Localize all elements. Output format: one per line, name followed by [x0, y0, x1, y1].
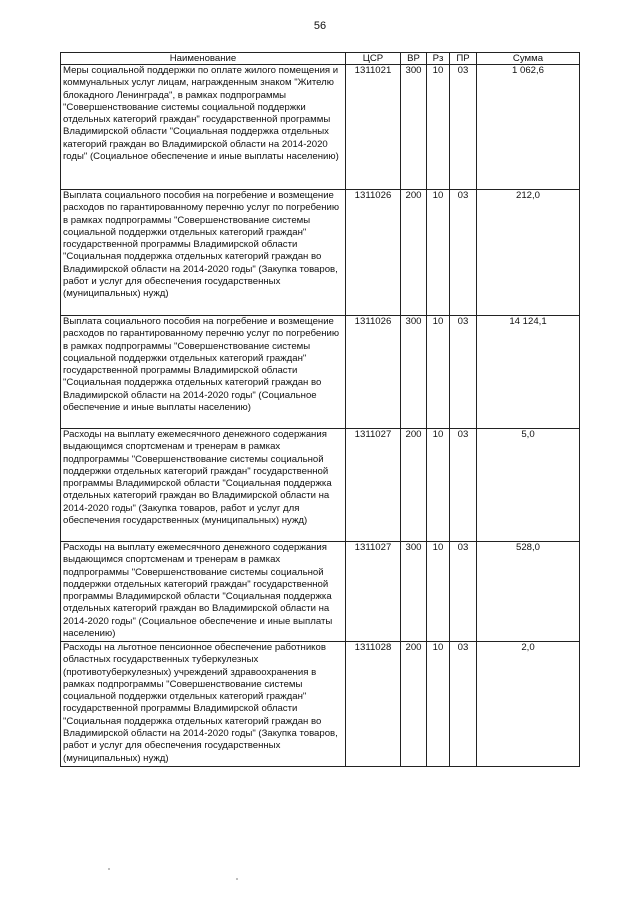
header-sum: Сумма: [477, 53, 580, 65]
row-pr: 03: [450, 642, 477, 767]
scan-speck: [236, 878, 238, 880]
row-rz: 10: [427, 429, 450, 542]
table-row: [61, 190, 580, 316]
row-rz: 10: [427, 316, 450, 429]
row-vr: 200: [401, 190, 427, 316]
row-sum: 1 062,6: [477, 65, 580, 190]
table-row: [61, 642, 580, 767]
table-row: [61, 542, 580, 642]
row-vr: 300: [401, 65, 427, 190]
row-pr: 03: [450, 65, 477, 190]
row-vr: 200: [401, 642, 427, 767]
row-pr: 03: [450, 542, 477, 642]
row-sum: 2,0: [477, 642, 580, 767]
page-number: 56: [313, 20, 327, 32]
row-pr: 03: [450, 316, 477, 429]
row-csr: 1311026: [346, 190, 401, 316]
row-vr: 200: [401, 429, 427, 542]
table-row: [61, 65, 580, 190]
row-rz: 10: [427, 65, 450, 190]
row-csr: 1311027: [346, 429, 401, 542]
row-name: Выплата социального пособия на погребение и возмещение расходов по гарантированному перечню услуг по погребению в рамках подпрограммы "Совершенствование системы социальной поддержки отдельных категорий граждан" государственной программы Владимирской области "Социальная поддержка отдельных категорий граждан во Владимирской области на 2014-2020 годы" (Закупка товаров, работ и услуг для обеспечения государственных (муниципальных) нужд): [61, 190, 346, 316]
table-row: [61, 429, 580, 542]
row-csr: 1311026: [346, 316, 401, 429]
header-rz: Рз: [427, 53, 450, 65]
row-sum: 212,0: [477, 190, 580, 316]
row-vr: 300: [401, 316, 427, 429]
row-pr: 03: [450, 429, 477, 542]
row-rz: 10: [427, 190, 450, 316]
header-pr: ПР: [450, 53, 477, 65]
table-row: [61, 316, 580, 429]
row-sum: 5,0: [477, 429, 580, 542]
row-sum: 528,0: [477, 542, 580, 642]
header-vr: ВР: [401, 53, 427, 65]
row-name: Расходы на выплату ежемесячного денежного содержания выдающимся спортсменам и тренерам в рамках подпрограммы "Совершенствование системы социальной поддержки отдельных категорий граждан" государственной программы Владимирской области "Социальная поддержка отдельных категорий граждан во Владимирской области на 2014-2020 годы" (Социальное обеспечение и иные выплаты населению): [61, 542, 346, 642]
row-name: Меры социальной поддержки по оплате жилого помещения и коммунальных услуг лицам, награжденным знаком "Жителю блокадного Ленинграда", в рамках подпрограммы "Совершенствование системы социальной поддержки отдельных категорий граждан" государственной программы Владимирской области "Социальная поддержка отдельных категорий граждан во Владимирской области на 2014-2020 годы" (Социальное обеспечение и иные выплаты населению): [61, 65, 346, 190]
row-csr: 1311028: [346, 642, 401, 767]
scan-speck: [108, 868, 110, 870]
budget-table: [60, 52, 580, 767]
row-rz: 10: [427, 542, 450, 642]
row-vr: 300: [401, 542, 427, 642]
row-name: Расходы на льготное пенсионное обеспечение работников областных государственных туберкулезных (противотуберкулезных) учреждений здравоохранения в рамках подпрограммы "Совершенствование системы социальной поддержки отдельных категорий граждан" государственной программы Владимирской области "Социальная поддержка отдельных категорий граждан во Владимирской области на 2014-2020 годы" (Закупка товаров, работ и услуг для обеспечения государственных (муниципальных) нужд): [61, 642, 346, 767]
row-rz: 10: [427, 642, 450, 767]
row-csr: 1311021: [346, 65, 401, 190]
row-sum: 14 124,1: [477, 316, 580, 429]
row-pr: 03: [450, 190, 477, 316]
header-csr: ЦСР: [346, 53, 401, 65]
row-name: Выплата социального пособия на погребение и возмещение расходов по гарантированному перечню услуг по погребению в рамках подпрограммы "Совершенствование системы социальной поддержки отдельных категорий граждан" государственной программы Владимирской области "Социальная поддержка отдельных категорий граждан во Владимирской области на 2014-2020 годы" (Социальное обеспечение и иные выплаты населению): [61, 316, 346, 429]
table-header-row: [61, 53, 580, 65]
row-csr: 1311027: [346, 542, 401, 642]
row-name: Расходы на выплату ежемесячного денежного содержания выдающимся спортсменам и тренерам в рамках подпрограммы "Совершенствование системы социальной поддержки отдельных категорий граждан" государственной программы Владимирской области "Социальная поддержка отдельных категорий граждан во Владимирской области на 2014-2020 годы" (Закупка товаров, работ и услуг для обеспечения государственных (муниципальных) нужд): [61, 429, 346, 542]
header-name: Наименование: [61, 53, 346, 65]
